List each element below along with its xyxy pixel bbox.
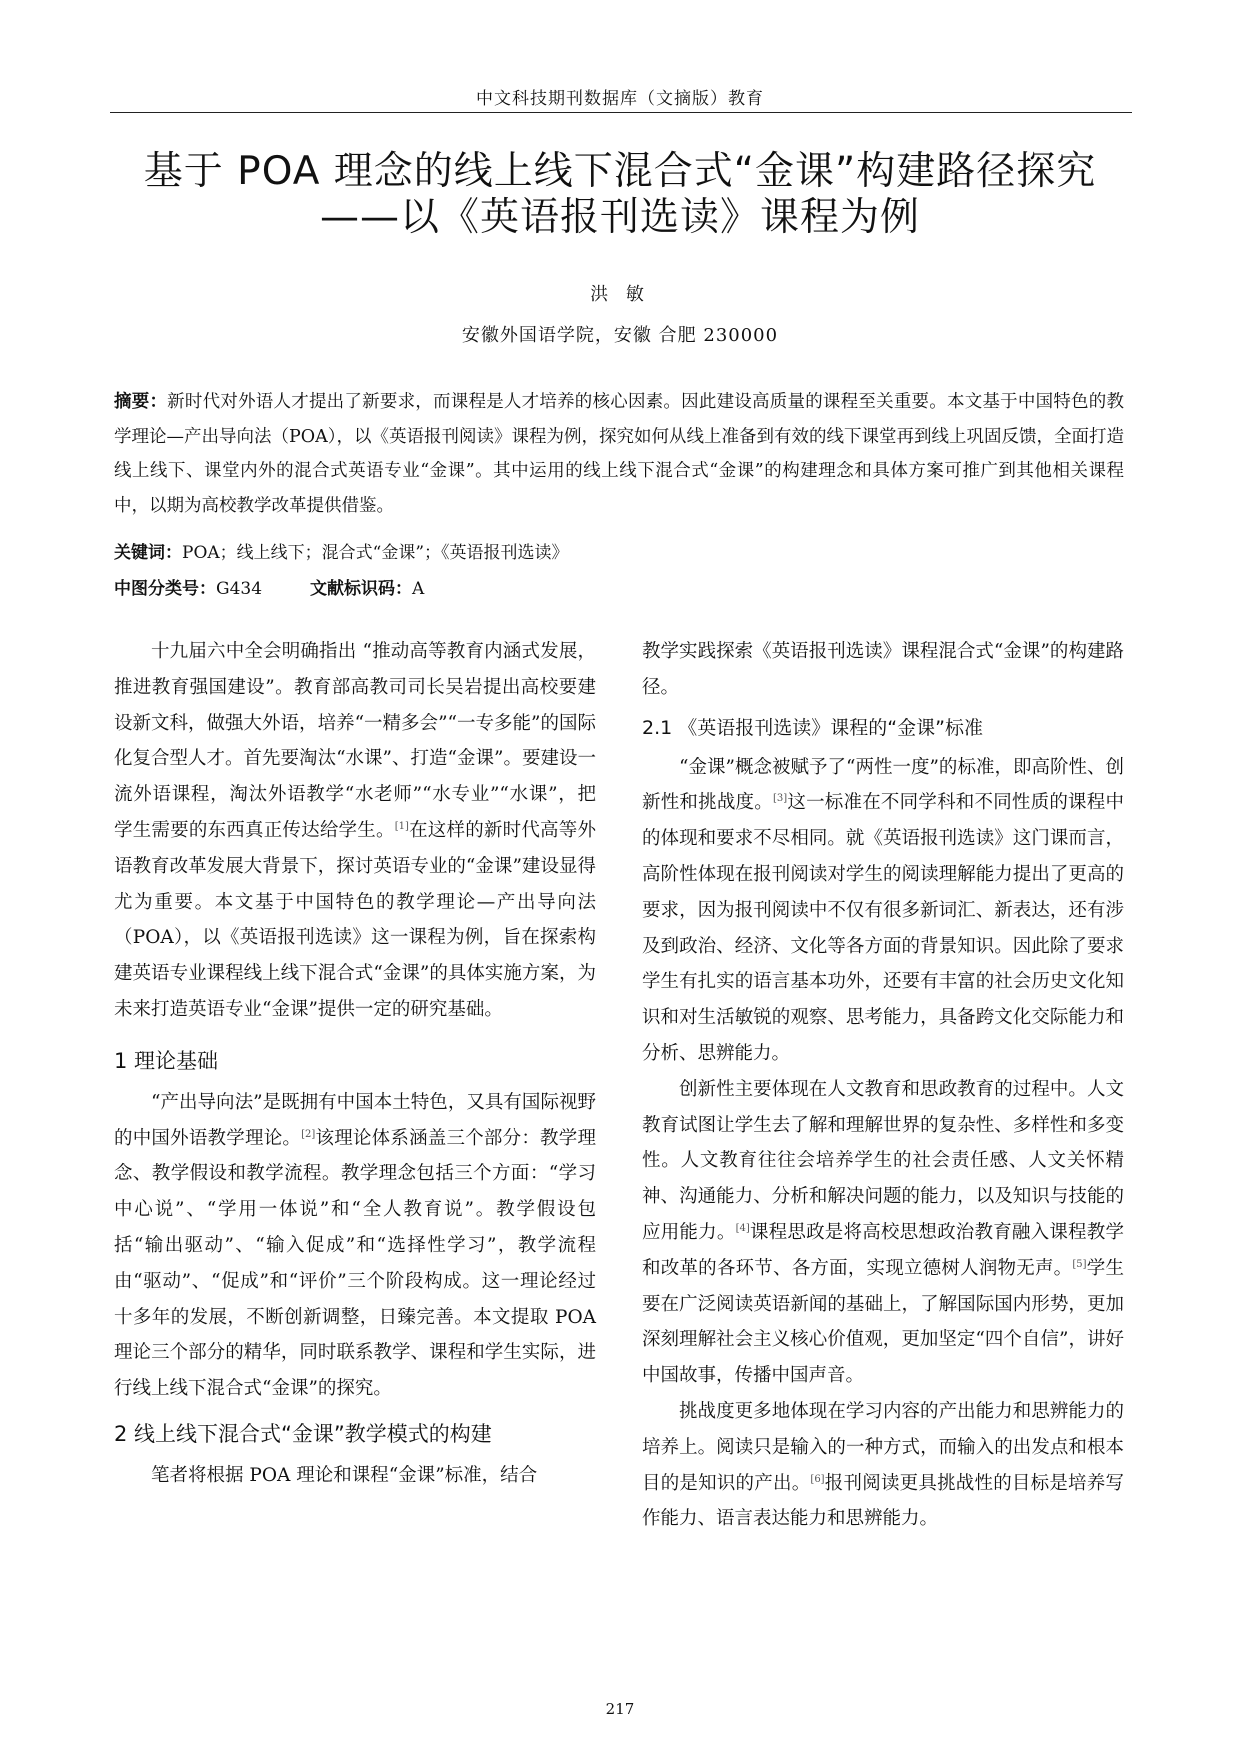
doc-code-value: A [412,579,425,599]
citation-ref: [4] [735,1222,750,1234]
abstract-text: 新时代对外语人才提出了新要求，而课程是人才培养的核心因素。因此建设高质量的课程至关重要。本文基于中国特色的教学理论—产出导向法（POA），以《英语报刊阅读》课程为例，探究如何从线上准备到有效的线下课堂再到线上巩固反馈，全面打造线上线下、课堂内外的混合式英语专业“金课”。其中运用的线上线下混合式“金课”的构建理念和具体方案可推广到其他相关课程中，以期为高校教学改革提供借鉴。 [114,392,1125,516]
citation-ref: [2] [301,1128,316,1140]
citation-ref: [5] [1072,1258,1087,1270]
paragraph-text: 报刊阅读更具挑战性的目标是培养写作能力、语言表达能力和思辨能力。 [642,1472,1124,1530]
classification [114,574,424,599]
paragraph-text: 这一标准在不同学科和不同性质的课程中的体现和要求不尽相同。就《英语报刊选读》这门课而言，高阶性体现在报刊阅读对学生的阅读理解能力提出了更高的要求，因为报刊阅读中不仅有很多新词汇、新表达，还有涉及到政治、经济、文化等各方面的背景知识。因此除了要求学生有扎实的语言基本功外，还要有丰富的社会历史文化知识和对生活敏锐的观察、思考能力，具备跨文化交际能力和分析、思辨能力。 [642,792,1124,1064]
paragraph-text: 课程思政是将高校思想政治教育融入课程教学和改革的各环节、各方面，实现立德树人润物无声。 [642,1221,1124,1279]
paragraph-text: “金课”概念被赋予了“两性一度”的标准，即高阶性、创新性和挑战度。 [642,756,1124,814]
section-paragraph [642,1072,1124,1394]
author: 洪 敏 [590,284,650,305]
intro-text: 十九届六中全会明确指出 “推动高等教育内涵式发展，推进教育强国建设”。教育部高教司司长吴岩提出高校要建设新文科，做强大外语，培养“一精多会”“一专多能”的国际化复合型人才。首先要淘汰“水课”、打造“金课”。要建设一流外语课程，淘汰外语教学“水老师”“水专业”“水课”，把学生需要的东西真正传达给学生。 [114,641,596,841]
journal-header: 中文科技期刊数据库（文摘版）教育 [476,89,764,109]
section-heading: 2 线上线下混合式“金课”教学模式的构建 [114,1421,492,1446]
keywords [114,538,569,563]
paragraph-text: 学生要在广泛阅读英语新闻的基础上，了解国际国内形势，更加深刻理解社会主义核心价值观，更加坚定“四个自信”，讲好中国故事，传播中国声音。 [642,1257,1124,1387]
citation-ref: [3] [772,793,788,805]
paragraph-text: 挑战度更多地体现在学习内容的产出能力和思辨能力的培养上。阅读只是输入的一种方式，而输入的出发点和根本目的是知识的产出。 [642,1400,1124,1494]
doc-code-label: 文献标识码： [310,579,413,599]
section-paragraph [642,750,1124,1072]
citation-ref: [1] [394,820,409,832]
subsection-heading: 2.1 《英语报刊选读》课程的“金课”标准 [642,716,983,739]
section-paragraph [114,1085,596,1407]
left-column [114,634,596,1494]
keywords-text: POA；线上线下；混合式“金课”；《英语报刊选读》 [182,543,569,563]
paper-subtitle: ——以《英语报刊选读》课程为例 [319,195,920,240]
citation-ref: [6] [810,1473,825,1485]
keywords-label: 关键词： [114,543,182,563]
section-paragraph: 笔者将根据 POA 理论和课程“金课”标准，结合 [151,1464,538,1486]
intro-text: 在这样的新时代高等外语教育改革发展大背景下，探讨英语专业的“金课”建设显得尤为重要。本文基于中国特色的教学理论—产出导向法（POA），以《英语报刊选读》这一课程为例，旨在探索构建英语专业课程线上线下混合式“金课”的具体实施方案，为未来打造英语专业“金课”提供一定的研究基础。 [114,819,596,1020]
paper-title: 基于 POA 理念的线上线下混合式“金课”构建路径探究 [143,149,1097,194]
paragraph-text: 该理论体系涵盖三个部分：教学理念、教学假设和教学流程。教学理念包括三个方面：“学习中心说”、“学用一体说”和“全人教育说”。教学假设包括“输出驱动”、“输入促成”和“选择性学习”，教学流程由“驱动”、“促成”和“评价”三个阶段构成。这一理论经过十多年的发展，不断创新调整，日臻完善。本文提取 POA 理论三个部分的精华，同时联系教学、课程和学生实际，进行线上线下混合式“金课”的探究。 [114,1127,596,1400]
affiliation: 安徽外国语学院，安徽 合肥 230000 [461,325,779,346]
continued-paragraph: 教学实践探索《英语报刊选读》课程混合式“金课”的构建路径。 [642,641,1124,698]
paragraph-text: “产出导向法”是既拥有中国本土特色，又具有国际视野的中国外语教学理论。 [114,1091,596,1149]
clc-value: G434 [216,579,263,599]
paragraph-text: 创新性主要体现在人文教育和思政教育的过程中。人文教育试图让学生去了解和理解世界的复杂性、多样性和多变性。人文教育往往会培养学生的社会责任感、人文关怀精神、沟通能力、分析和解决问题的能力，以及知识与技能的应用能力。 [642,1078,1124,1243]
abstract-label: 摘要： [114,392,168,412]
section-heading: 1 理论基础 [114,1048,219,1073]
clc-label: 中图分类号： [114,579,216,599]
page-number: 217 [605,1700,635,1718]
section-paragraph [642,1394,1124,1537]
intro-paragraph [114,634,596,1028]
header-rule [110,112,1132,113]
abstract [114,385,1124,523]
right-column [642,634,1124,1537]
